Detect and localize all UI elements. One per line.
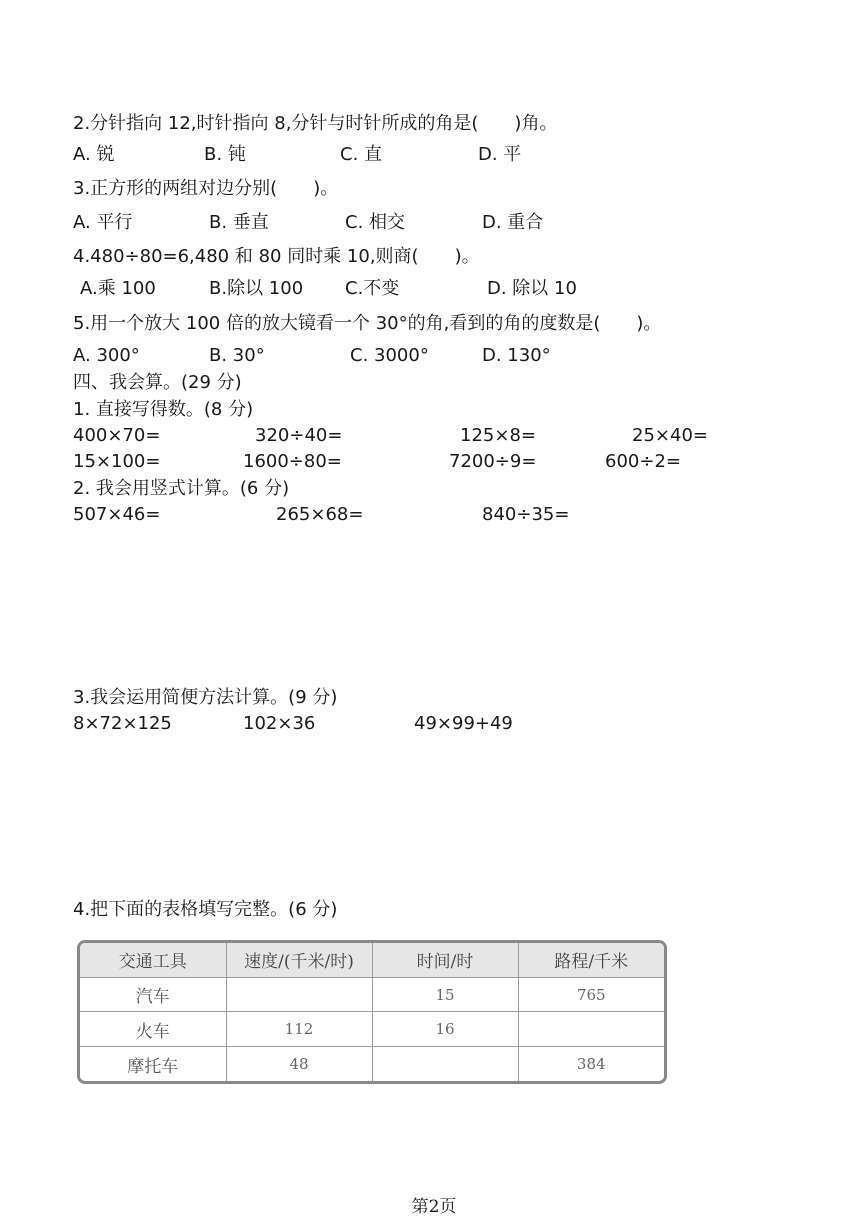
question-5-option-a: A. 300°: [73, 345, 140, 366]
simplify-calc-item: 102×36: [243, 713, 316, 734]
table-cell: 15: [372, 977, 518, 1012]
table-row: [80, 1012, 664, 1047]
question-3-option-d: D. 重合: [482, 212, 544, 233]
question-4-option-c: C.不变: [345, 278, 400, 299]
part-3-title: 3.我会运用简便方法计算。(9 分): [73, 687, 338, 708]
question-3-stem: 3.正方形的两组对边分别( )。: [73, 178, 339, 199]
question-5-option-b: B. 30°: [209, 345, 265, 366]
table-cell: 16: [372, 1012, 518, 1047]
question-2-option-b: B. 钝: [204, 144, 246, 165]
table-cell: 765: [518, 977, 664, 1012]
table-cell: [372, 1047, 518, 1081]
table-header-cell: 交通工具: [80, 943, 226, 977]
table-cell: [226, 977, 372, 1012]
question-2-option-a: A. 锐: [73, 144, 115, 165]
oral-calc-item: 125×8=: [460, 425, 536, 446]
table-header-cell: 路程/千米: [518, 943, 664, 977]
part-2-title: 2. 我会用竖式计算。(6 分): [73, 478, 290, 499]
table-cell: [518, 1012, 664, 1047]
question-3-option-c: C. 相交: [345, 212, 406, 233]
question-5-option-d: D. 130°: [482, 345, 551, 366]
table-row: [80, 977, 664, 1012]
vertical-calc-item: 840÷35=: [482, 504, 570, 525]
question-3-option-b: B. 垂直: [209, 212, 269, 233]
table-row: [80, 1047, 664, 1081]
oral-calc-item: 600÷2=: [605, 451, 681, 472]
table-header-cell: 时间/时: [372, 943, 518, 977]
simplify-calc-item: 8×72×125: [73, 713, 172, 734]
oral-calc-item: 25×40=: [632, 425, 708, 446]
oral-calc-item: 7200÷9=: [449, 451, 537, 472]
section-4-heading: 四、我会算。(29 分): [73, 372, 242, 393]
vertical-calc-item: 265×68=: [276, 504, 364, 525]
part-4-title: 4.把下面的表格填写完整。(6 分): [73, 899, 338, 920]
question-3-option-a: A. 平行: [73, 212, 133, 233]
page-number: 第2页: [411, 1197, 457, 1217]
table-header-cell: 速度/(千米/时): [226, 943, 372, 977]
question-2-option-c: C. 直: [340, 144, 383, 165]
question-2-option-d: D. 平: [478, 144, 522, 165]
table-cell: 112: [226, 1012, 372, 1047]
transport-table: [77, 940, 667, 1084]
question-5-option-c: C. 3000°: [350, 345, 429, 366]
table-cell: 汽车: [80, 977, 226, 1012]
oral-calc-item: 15×100=: [73, 451, 161, 472]
question-4-option-b: B.除以 100: [209, 278, 304, 299]
simplify-calc-item: 49×99+49: [414, 713, 513, 734]
table-cell: 384: [518, 1047, 664, 1081]
table-header-row: [80, 943, 664, 977]
oral-calc-item: 400×70=: [73, 425, 161, 446]
table-cell: 48: [226, 1047, 372, 1081]
question-2-stem: 2.分针指向 12,时针指向 8,分针与时针所成的角是( )角。: [73, 113, 558, 134]
question-4-stem: 4.480÷80=6,480 和 80 同时乘 10,则商( )。: [73, 246, 480, 267]
question-4-option-a: A.乘 100: [80, 278, 156, 299]
oral-calc-item: 1600÷80=: [243, 451, 342, 472]
vertical-calc-item: 507×46=: [73, 504, 161, 525]
part-1-title: 1. 直接写得数。(8 分): [73, 399, 254, 420]
table-cell: 火车: [80, 1012, 226, 1047]
oral-calc-item: 320÷40=: [255, 425, 343, 446]
question-5-stem: 5.用一个放大 100 倍的放大镜看一个 30°的角,看到的角的度数是( )。: [73, 313, 662, 334]
question-4-option-d: D. 除以 10: [487, 278, 577, 299]
table-cell: 摩托车: [80, 1047, 226, 1081]
